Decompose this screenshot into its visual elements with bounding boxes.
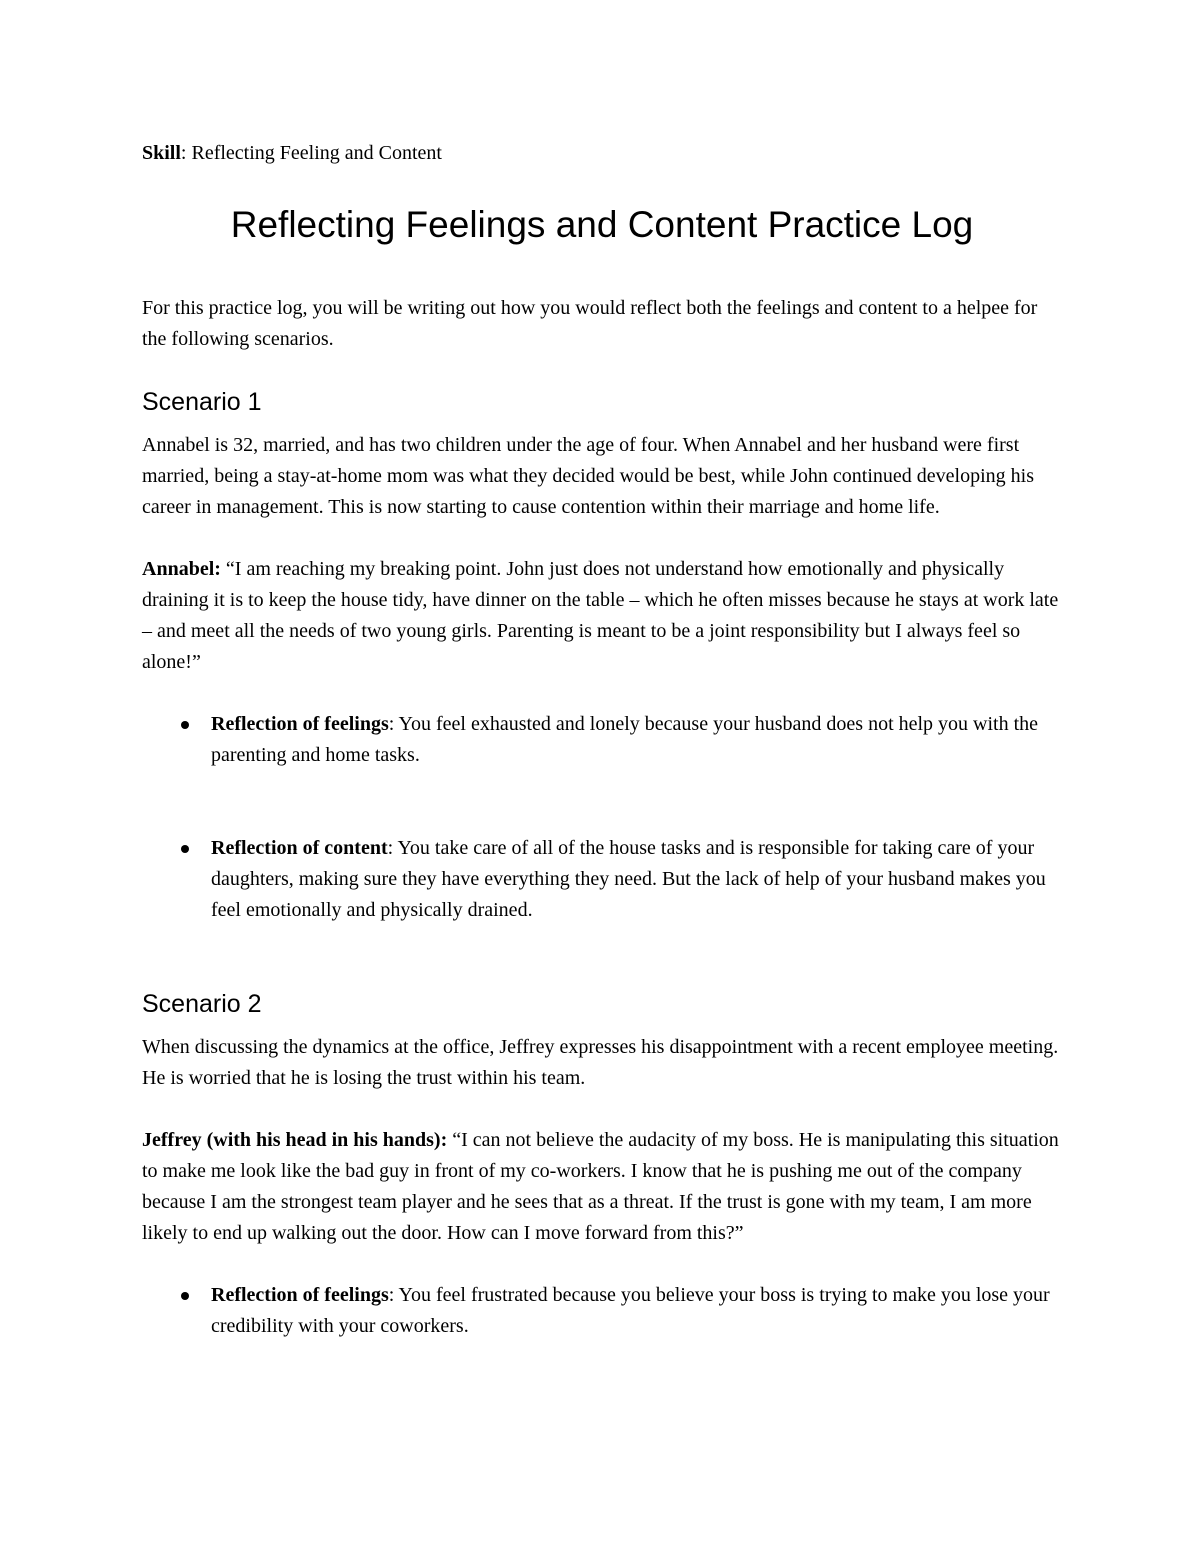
scenario-2-section	[142, 988, 1062, 1342]
reflection-text: : You take care of all of the house tasks and is responsible for taking care of your daughters, making sure they have everything they need. But the lack of help of your husband makes you feel emotionally and physically drained.	[211, 837, 1046, 921]
scenario-1-heading: Scenario 1	[142, 388, 262, 416]
reflection-text: : You feel exhausted and lonely because your husband does not help you with the parenting and home tasks.	[211, 713, 1039, 766]
page-title: Reflecting Feelings and Content Practice Log	[230, 204, 974, 245]
reflection-label: Reflection of feelings	[211, 713, 389, 735]
bullet-icon	[181, 1292, 189, 1300]
scenario-1-reflection-feelings	[142, 709, 1062, 771]
document-page	[142, 138, 1062, 1342]
skill-label: Skill	[142, 142, 181, 164]
scenario-2-quote-text: “I can not believe the audacity of my boss. He is manipulating this situation to make me look like the bad guy in front of my co-workers. I know that he is pushing me out of the company because I am the strongest team player and he sees that as a threat. If the trust is gone with my team, I am more likely to end up walking out the door. How can I move forward from this?”	[142, 1129, 1059, 1244]
scenario-2-reflections	[142, 1280, 1062, 1342]
scenario-2-speaker: Jeffrey (with his head in his hands):	[142, 1129, 448, 1151]
scenario-1-quote	[142, 554, 1062, 678]
scenario-2-description: When discussing the dynamics at the office, Jeffrey expresses his disappointment with a recent employee meeting. He is worried that he is losing the trust within his team.	[142, 1036, 1059, 1089]
scenario-1-quote-text: “I am reaching my breaking point. John just does not understand how emotionally and physically draining it is to keep the house tidy, have dinner on the table – which he often misses because he stays at work late – and meet all the needs of two young girls. Parenting is meant to be a joint responsibility but I always feel so alone!”	[142, 558, 1059, 673]
reflection-label: Reflection of content	[211, 837, 388, 859]
scenario-1-description: Annabel is 32, married, and has two children under the age of four. When Annabel and her husband were first married, being a stay-at-home mom was what they decided would be best, while John continued developing his career in management. This is now starting to cause contention within their marriage and home life.	[142, 434, 1035, 518]
scenario-1-reflections	[142, 709, 1062, 926]
scenario-1-section	[142, 386, 1062, 926]
scenario-1-reflection-content	[142, 833, 1062, 926]
intro-paragraph: For this practice log, you will be writing out how you would reflect both the feelings and content to a helpee for the following scenarios.	[142, 297, 1038, 350]
scenario-2-reflection-feelings	[142, 1280, 1062, 1342]
bullet-icon	[181, 721, 189, 729]
bullet-icon	[181, 845, 189, 853]
scenario-1-speaker: Annabel:	[142, 558, 221, 580]
reflection-label: Reflection of feelings	[211, 1284, 389, 1306]
skill-line	[142, 138, 1062, 169]
reflection-text: : You feel frustrated because you believe your boss is trying to make you lose your credibility with your coworkers.	[211, 1284, 1050, 1337]
skill-value: : Reflecting Feeling and Content	[180, 142, 442, 164]
scenario-2-heading: Scenario 2	[142, 990, 262, 1018]
scenario-2-quote	[142, 1125, 1062, 1249]
